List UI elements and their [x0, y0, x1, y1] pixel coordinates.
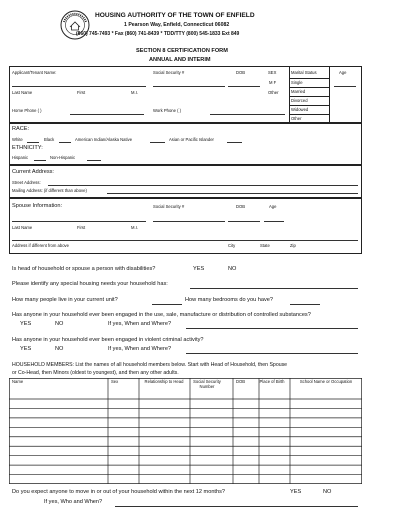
bedrooms-field[interactable]	[290, 304, 320, 305]
spouse-last-name-label: Last Name	[12, 225, 33, 230]
agency-title: HOUSING AUTHORITY OF THE TOWN OF ENFIELD	[95, 12, 255, 19]
work-phone-field[interactable]	[210, 114, 285, 115]
marital-divorced[interactable]: Divorced	[291, 98, 308, 103]
first-name-label: First	[77, 90, 86, 95]
applicant-age-field[interactable]	[334, 86, 356, 87]
spouse-age-field[interactable]	[264, 221, 284, 222]
col-header-dob: DOB	[236, 379, 246, 384]
ethnicity-label: ETHNICITY:	[12, 145, 43, 151]
applicant-ssn-field[interactable]	[153, 86, 225, 87]
drugs-no[interactable]: NO	[55, 321, 64, 327]
special-needs-question: Please identify any special housing needs your household has:	[12, 281, 168, 287]
applicant-sex-label: SEX	[268, 70, 277, 75]
disability-question: Is head of household or spouse a person with disabilities?	[12, 266, 156, 272]
marital-other[interactable]: Other	[291, 116, 302, 121]
move-when-label: If yes, Who and When?	[44, 499, 103, 505]
street-address-field[interactable]	[48, 185, 358, 186]
form-title: SECTION 8 CERTIFICATION FORM	[136, 48, 228, 54]
applicant-dob-label: DOB	[236, 70, 246, 75]
criminal-when-label: If yes, When and Where?	[108, 346, 172, 352]
spouse-age-label: Age	[269, 204, 277, 209]
criminal-question: Has anyone in your household ever been engaged in violent criminal activity?	[12, 337, 204, 343]
drugs-when-label: If yes, When and Where?	[108, 321, 172, 327]
spouse-dob-label: DOB	[236, 204, 246, 209]
spouse-ssn-label: Social Security #	[153, 204, 185, 209]
spouse-zip-label: Zip	[290, 243, 296, 248]
current-address-label: Current Address:	[12, 169, 54, 175]
work-phone-label: Work Phone ( )	[153, 108, 182, 113]
applicant-name-label: Applicant/Tenant Name:	[12, 70, 57, 75]
marital-single[interactable]: Single	[291, 80, 303, 85]
bedrooms-question: How many bedrooms do you have?	[185, 297, 273, 303]
agency-address: 1 Pearson Way, Enfield, Connecticut 06082	[124, 22, 230, 28]
col-header-ssn: Social Security Number	[193, 379, 221, 390]
household-instructions-2: or Co-Head, then Minors (oldest to youngest), and then any other adults.	[12, 370, 179, 376]
form-subtitle: ANNUAL AND INTERIM	[149, 57, 211, 63]
mi-label: M.I.	[131, 90, 138, 95]
applicant-dob-field[interactable]	[228, 86, 260, 87]
spouse-state-label: State	[260, 243, 270, 248]
ethnicity-hispanic: Hispanic	[12, 155, 29, 160]
mailing-address-label: Mailing Address: (if different than above)	[12, 188, 87, 193]
spouse-address-field[interactable]	[12, 240, 358, 241]
household-instructions-1: HOUSEHOLD MEMBERS: List the names of all household members below. Start with Head of Household, then Spouse	[12, 362, 288, 368]
disability-no[interactable]: NO	[228, 266, 237, 272]
race-asian: Asian or Pacific Islander	[169, 137, 214, 142]
household-members-table	[9, 378, 362, 484]
people-count-field[interactable]	[152, 304, 182, 305]
applicant-ssn-label: Social Security #	[153, 70, 185, 75]
marital-widowed[interactable]: Widowed	[291, 107, 309, 112]
race-white-field[interactable]	[27, 142, 39, 143]
sex-other: Other	[268, 90, 279, 95]
race-white: White	[12, 137, 23, 142]
race-native-field[interactable]	[150, 142, 165, 143]
race-black: Black	[44, 137, 55, 142]
criminal-no[interactable]: NO	[55, 346, 64, 352]
applicant-age-label: Age	[339, 70, 347, 75]
move-when-field[interactable]	[115, 506, 358, 507]
race-native: American Indian/Alaska Native	[75, 137, 133, 142]
home-phone-label: Home Phone ( )	[12, 108, 42, 113]
agency-phones: (860) 745-7493 * Fax (860) 741-8439 * TDD/TTY (800) 545-1833 Ext 849	[76, 31, 240, 37]
race-black-field[interactable]	[59, 142, 71, 143]
street-address-label: Street Address:	[12, 180, 41, 185]
special-needs-field[interactable]	[190, 288, 358, 289]
move-yes[interactable]: YES	[290, 489, 302, 495]
disability-yes[interactable]: YES	[193, 266, 205, 272]
spouse-city-label: City	[228, 243, 236, 248]
move-question: Do you expect anyone to move in or out of your household within the next 12 months?	[12, 489, 226, 495]
col-header-school-occupation: School Name or Occupation	[299, 379, 353, 384]
marital-married[interactable]: Married	[291, 89, 306, 94]
mailing-address-field[interactable]	[107, 193, 358, 194]
move-no[interactable]: NO	[323, 489, 332, 495]
home-phone-field[interactable]	[70, 114, 144, 115]
spouse-name-field[interactable]	[12, 221, 146, 222]
people-count-question: How many people live in your current unit?	[12, 297, 118, 303]
sex-options: M F	[269, 80, 277, 85]
col-header-relationship: Relationship to Head	[144, 379, 184, 384]
col-header-name: Name	[12, 379, 24, 384]
criminal-yes[interactable]: YES	[20, 346, 32, 352]
last-name-label: Last Name	[12, 90, 33, 95]
col-header-place-of-birth: Place of Birth	[259, 379, 285, 384]
hispanic-field[interactable]	[34, 160, 46, 161]
spouse-ssn-field[interactable]	[153, 221, 225, 222]
race-label: RACE:	[12, 126, 30, 132]
spouse-address-label: Address if different from above	[12, 243, 69, 248]
spouse-mi-label: M.I.	[131, 225, 138, 230]
col-header-sex: Sex	[111, 379, 119, 384]
drugs-yes[interactable]: YES	[20, 321, 32, 327]
applicant-name-field[interactable]	[12, 86, 146, 87]
drugs-question: Has anyone in your household ever been engaged in the use, sale, manufacture or distribution of controlled substances?	[12, 312, 311, 318]
ethnicity-non-hispanic: Non-Hispanic	[50, 155, 76, 160]
criminal-when-field[interactable]	[186, 353, 358, 354]
race-asian-field[interactable]	[227, 142, 242, 143]
marital-status-label: Marital Status	[291, 70, 317, 75]
non-hispanic-field[interactable]	[87, 160, 101, 161]
spouse-dob-field[interactable]	[228, 221, 260, 222]
spouse-label: Spouse Information:	[12, 203, 63, 209]
spouse-first-label: First	[77, 225, 86, 230]
drugs-when-field[interactable]	[186, 328, 358, 329]
